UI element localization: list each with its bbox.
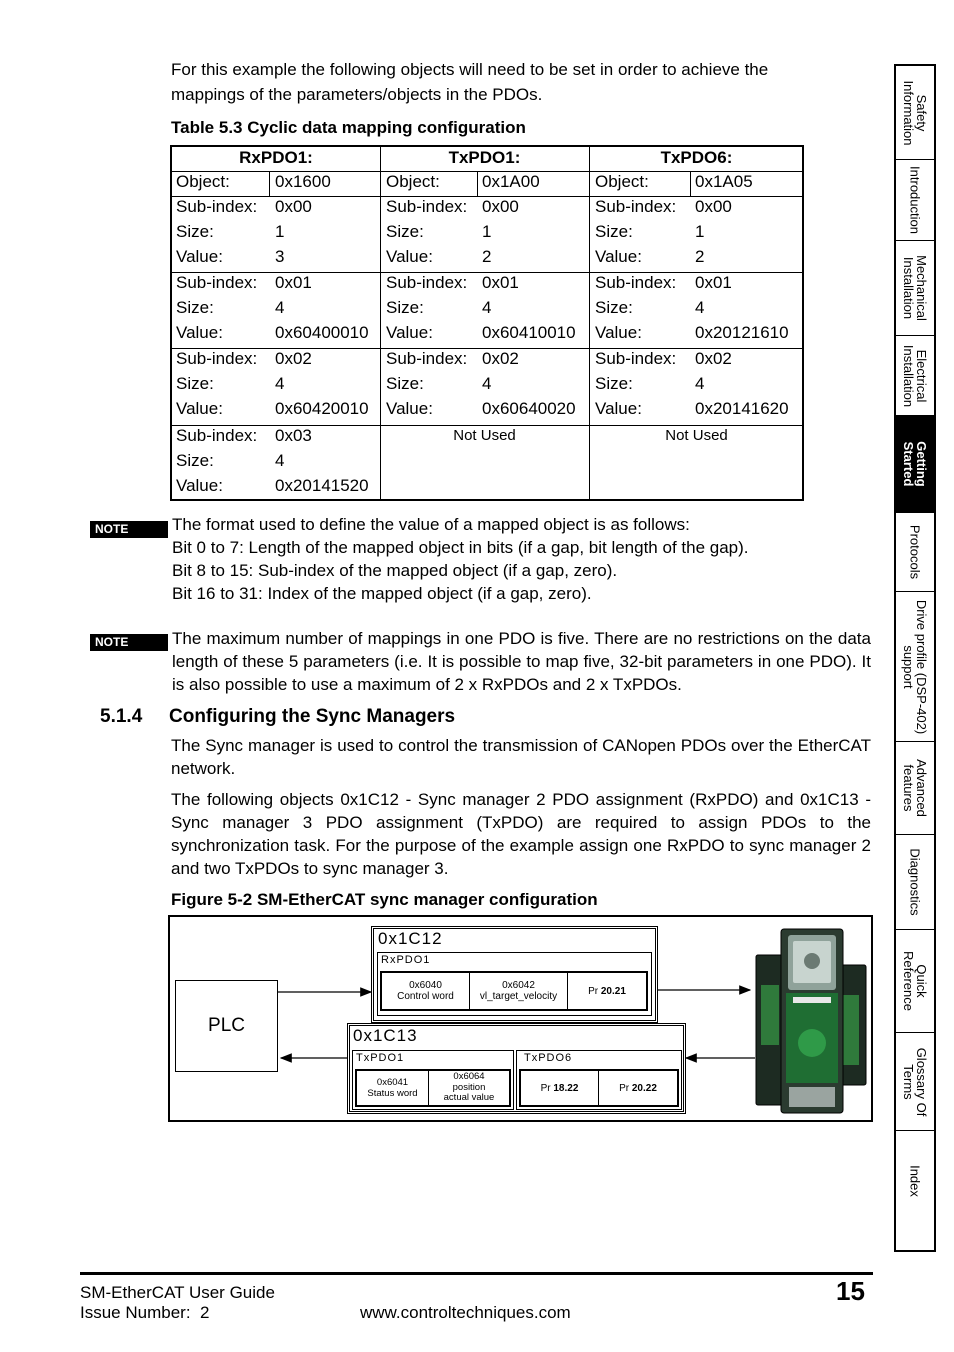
sub-index-value: 0x02: [695, 349, 732, 368]
sidebar-tab-protocols[interactable]: [896, 513, 934, 592]
size-value: 4: [695, 298, 705, 317]
sidebar-tab-electrical-installation[interactable]: [896, 336, 934, 416]
txpdo6-label: TxPDO6: [524, 1052, 573, 1064]
param-number: 18.22: [553, 1082, 579, 1094]
chapter-sidebar: [894, 64, 936, 1252]
txpdo6-mapping-row: [519, 1069, 679, 1107]
note-1-line: Bit 8 to 15: Sub-index of the mapped object (if a gap, zero).: [172, 561, 618, 580]
size-label: Size:: [386, 374, 424, 393]
param-prefix: Pr: [619, 1082, 632, 1094]
sidebar-tab-mechanical-installation[interactable]: [896, 241, 934, 336]
txpdo6-param-cell: [521, 1071, 599, 1105]
cell-description: vl_target_velocity: [479, 991, 558, 1002]
table-header-txpdo1: TxPDO1:: [448, 148, 521, 167]
value-value: 0x60640020: [482, 399, 576, 418]
size-value: 4: [482, 298, 492, 317]
cell-object: 0x6041: [376, 1077, 409, 1088]
sidebar-tab-label-line: Glossary Of: [914, 1047, 929, 1116]
sidebar-tab-label-line: Installation: [901, 256, 916, 320]
sidebar-tab-label-line: Index: [907, 1164, 923, 1197]
sidebar-tab-label-line: Safety: [914, 94, 929, 131]
value-value: 0x20141620: [695, 399, 789, 418]
sub-index-label: Sub-index:: [386, 273, 468, 292]
sidebar-tab-quick-reference[interactable]: [896, 930, 934, 1033]
footer-title: SM-EtherCAT User Guide: [80, 1283, 275, 1302]
not-used-txpdo1: Not Used: [453, 427, 516, 444]
cell-description: Status word: [367, 1088, 418, 1099]
rxpdo1-param-cell: [568, 973, 646, 1009]
value-label: Value:: [176, 323, 223, 342]
sidebar-tab-label-line: features: [901, 764, 916, 812]
value-value: 0x20121610: [695, 323, 789, 342]
sync-manager-figure: [168, 915, 873, 1122]
sidebar-tab-label-line: Reference: [901, 951, 916, 1011]
value-label: Value:: [595, 247, 642, 266]
size-label: Size:: [595, 222, 633, 241]
size-value: 4: [695, 374, 705, 393]
sub-index-value: 0x02: [275, 349, 312, 368]
sync-manager-2-box: [371, 926, 658, 1023]
value-label: Value:: [176, 247, 223, 266]
size-label: Size:: [176, 451, 214, 470]
txpdo1-cell: [357, 1071, 429, 1105]
section-paragraph-1: The Sync manager is used to control the transmission of CANopen PDOs over the EtherCAT network.: [171, 736, 871, 778]
sidebar-tab-diagnostics[interactable]: [896, 835, 934, 930]
sidebar-tab-glossary-of-terms[interactable]: [896, 1033, 934, 1131]
section-title: Configuring the Sync Managers: [169, 706, 456, 727]
sub-index-value: 0x00: [482, 197, 519, 216]
sub-index-label: Sub-index:: [176, 197, 258, 216]
cell-object: 0x6040: [409, 980, 442, 991]
param-number: 20.21: [600, 985, 626, 997]
value-label: Value:: [176, 399, 223, 418]
cell-description: position: [452, 1081, 486, 1093]
sidebar-tab-label: [902, 80, 928, 145]
rxpdo1-box: [377, 952, 652, 1016]
sidebar-tab-label-line: Information: [901, 79, 916, 146]
sidebar-tab-label-line: Mechanical: [914, 255, 929, 321]
cell-description: actual value: [443, 1092, 495, 1104]
sub-index-label: Sub-index:: [176, 273, 258, 292]
value-label: Value:: [595, 399, 642, 418]
object-label: Object:: [176, 172, 230, 191]
table-caption: Table 5.3 Cyclic data mapping configuration: [171, 118, 526, 137]
sidebar-tab-label: [902, 759, 928, 817]
sidebar-tab-label-line: Electrical: [914, 349, 929, 402]
sidebar-tab-label-line: Advanced: [914, 759, 929, 817]
sub-index-label: Sub-index:: [176, 426, 258, 445]
cyclic-mapping-table: [170, 145, 804, 501]
sidebar-tab-advanced-features[interactable]: [896, 742, 934, 835]
sidebar-tab-label: [909, 1165, 922, 1197]
object-value: 0x1A00: [482, 172, 540, 191]
size-label: Size:: [595, 374, 633, 393]
size-label: Size:: [176, 374, 214, 393]
footer-rule: [80, 1272, 873, 1275]
object-label: Object:: [595, 172, 649, 191]
size-label: Size:: [386, 222, 424, 241]
value-label: Value:: [595, 323, 642, 342]
sidebar-tab-label: [909, 525, 922, 579]
txpdo6-box: [516, 1050, 682, 1110]
size-label: Size:: [176, 298, 214, 317]
sidebar-tab-label-line: support: [901, 644, 916, 689]
size-value: 4: [482, 374, 492, 393]
note-1-line: Bit 0 to 7: Length of the mapped object in bits (if a gap, bit length of the gap).: [172, 538, 749, 557]
txpdo1-label: TxPDO1: [356, 1052, 405, 1064]
sub-index-value: 0x01: [695, 273, 732, 292]
sub-index-value: 0x00: [695, 197, 732, 216]
table-header-txpdo6: TxPDO6:: [660, 148, 733, 167]
note-badge: NOTE: [90, 634, 168, 651]
object-value: 0x1A05: [695, 172, 753, 191]
note-1-line: Bit 16 to 31: Index of the mapped object (if a gap, zero).: [172, 584, 592, 603]
sidebar-tab-label-line: Introduction: [907, 166, 923, 234]
cell-object: 0x6064: [453, 1071, 485, 1083]
value-value: 2: [695, 247, 705, 266]
sub-index-value: 0x01: [275, 273, 312, 292]
sub-index-label: Sub-index:: [595, 349, 677, 368]
table-header-rxpdo1: RxPDO1:: [239, 148, 313, 167]
value-label: Value:: [386, 247, 433, 266]
sidebar-tab-label-line: Protocols: [907, 524, 923, 580]
not-used-txpdo6: Not Used: [665, 427, 728, 444]
size-label: Size:: [176, 222, 214, 241]
sidebar-tab-label: [902, 951, 928, 1011]
sidebar-tab-label: [902, 1047, 928, 1116]
size-value: 4: [275, 451, 285, 470]
txpdo1-box: [352, 1050, 514, 1110]
note-1: [172, 513, 872, 605]
sidebar-tab-label: [902, 599, 928, 733]
sub-index-value: 0x02: [482, 349, 519, 368]
sub-index-label: Sub-index:: [386, 349, 468, 368]
value-value: 0x60410010: [482, 323, 576, 342]
sm3-name: 0x1C13: [353, 1026, 418, 1045]
object-label: Object:: [386, 172, 440, 191]
value-label: Value:: [386, 399, 433, 418]
param-prefix: Pr: [588, 985, 601, 997]
sidebar-tab-label: [909, 848, 922, 915]
sidebar-tab-label-line: Diagnostics: [907, 848, 923, 916]
size-label: Size:: [386, 298, 424, 317]
param-number: 20.22: [631, 1082, 657, 1094]
txpdo6-param-cell: [599, 1071, 677, 1105]
drive-illustration: [755, 925, 869, 1117]
page-number: 15: [836, 1276, 865, 1306]
rxpdo1-label: RxPDO1: [381, 954, 431, 966]
figure-caption: Figure 5-2 SM-EtherCAT sync manager configuration: [171, 890, 598, 909]
sub-index-label: Sub-index:: [176, 349, 258, 368]
sub-index-label: Sub-index:: [386, 197, 468, 216]
param-prefix: Pr: [540, 1082, 554, 1094]
value-label: Value:: [386, 323, 433, 342]
note-1-line: The format used to define the value of a mapped object is as follows:: [172, 515, 690, 534]
section-number: 5.1.4: [100, 706, 143, 727]
value-value: 2: [482, 247, 492, 266]
value-value: 0x60400010: [275, 323, 369, 342]
sidebar-tab-label-line: Getting: [914, 441, 929, 487]
size-label: Size:: [595, 298, 633, 317]
sidebar-tab-getting-started[interactable]: [896, 416, 934, 513]
sub-index-value: 0x03: [275, 426, 312, 445]
sidebar-tab-introduction[interactable]: [896, 160, 934, 241]
cell-object: 0x6042: [502, 980, 535, 991]
sidebar-tab-label-line: Quick: [914, 964, 929, 998]
value-label: Value:: [176, 476, 223, 495]
sidebar-tab-label-line: Started: [901, 441, 916, 487]
sidebar-tab-index[interactable]: [896, 1131, 934, 1230]
rxpdo1-cell: [470, 973, 568, 1009]
plc-label: PLC: [208, 1015, 245, 1036]
sidebar-tab-drive-profile-dsp-402-support[interactable]: [896, 592, 934, 742]
sidebar-tab-label-line: Terms: [901, 1063, 916, 1100]
sidebar-tab-label: [902, 255, 928, 321]
note-2: The maximum number of mappings in one PDO is five. There are no restrictions on the data length of these 5 parameters (i.e. It is possible to map five, 32-bit parameters in one PDO). It is also possible to use a maximum of 2 x RxPDOs and 2 x TxPDOs.: [172, 629, 871, 694]
value-value: 0x60420010: [275, 399, 369, 418]
cell-description: Control word: [397, 991, 454, 1002]
sub-index-value: 0x01: [482, 273, 519, 292]
size-value: 1: [695, 222, 705, 241]
section-paragraph-2: The following objects 0x1C12 - Sync manager 2 PDO assignment (RxPDO) and 0x1C13 - Sync manager 3 PDO assignment (TxPDO) are required to assign PDOs to the synchronization task. For the purpose of the example assign one RxPDO to sync manager 2 and two TxPDOs to sync manager 3.: [171, 790, 871, 878]
rxpdo1-cell: [382, 973, 470, 1009]
sub-index-value: 0x00: [275, 197, 312, 216]
sync-manager-3-box: [347, 1023, 686, 1114]
size-value: 1: [275, 222, 285, 241]
value-value: 3: [275, 247, 285, 266]
size-value: 4: [275, 374, 285, 393]
size-value: 4: [275, 298, 285, 317]
footer-url: www.controltechniques.com: [360, 1303, 571, 1322]
txpdo1-cell: [429, 1071, 509, 1105]
sidebar-tab-label: [902, 344, 928, 406]
sidebar-tab-label-line: Drive profile (DSP-402): [914, 599, 929, 734]
value-value: 0x20141520: [275, 476, 369, 495]
sub-index-label: Sub-index:: [595, 197, 677, 216]
object-value: 0x1600: [275, 172, 331, 191]
sub-index-label: Sub-index:: [595, 273, 677, 292]
size-value: 1: [482, 222, 492, 241]
rxpdo1-mapping-row: [380, 971, 648, 1011]
intro-paragraph: For this example the following objects will need to be set in order to achieve the mappings of the parameters/objects in the PDOs.: [171, 60, 769, 104]
footer-issue: Issue Number: 2: [80, 1303, 210, 1322]
sidebar-tab-label: [902, 441, 928, 487]
sidebar-tab-label: [909, 166, 922, 234]
sidebar-tab-label-line: Installation: [901, 344, 916, 407]
sidebar-tab-safety-information[interactable]: [896, 66, 934, 160]
txpdo1-mapping-row: [355, 1069, 511, 1107]
note-badge: NOTE: [90, 521, 168, 538]
sm2-name: 0x1C12: [378, 929, 443, 948]
